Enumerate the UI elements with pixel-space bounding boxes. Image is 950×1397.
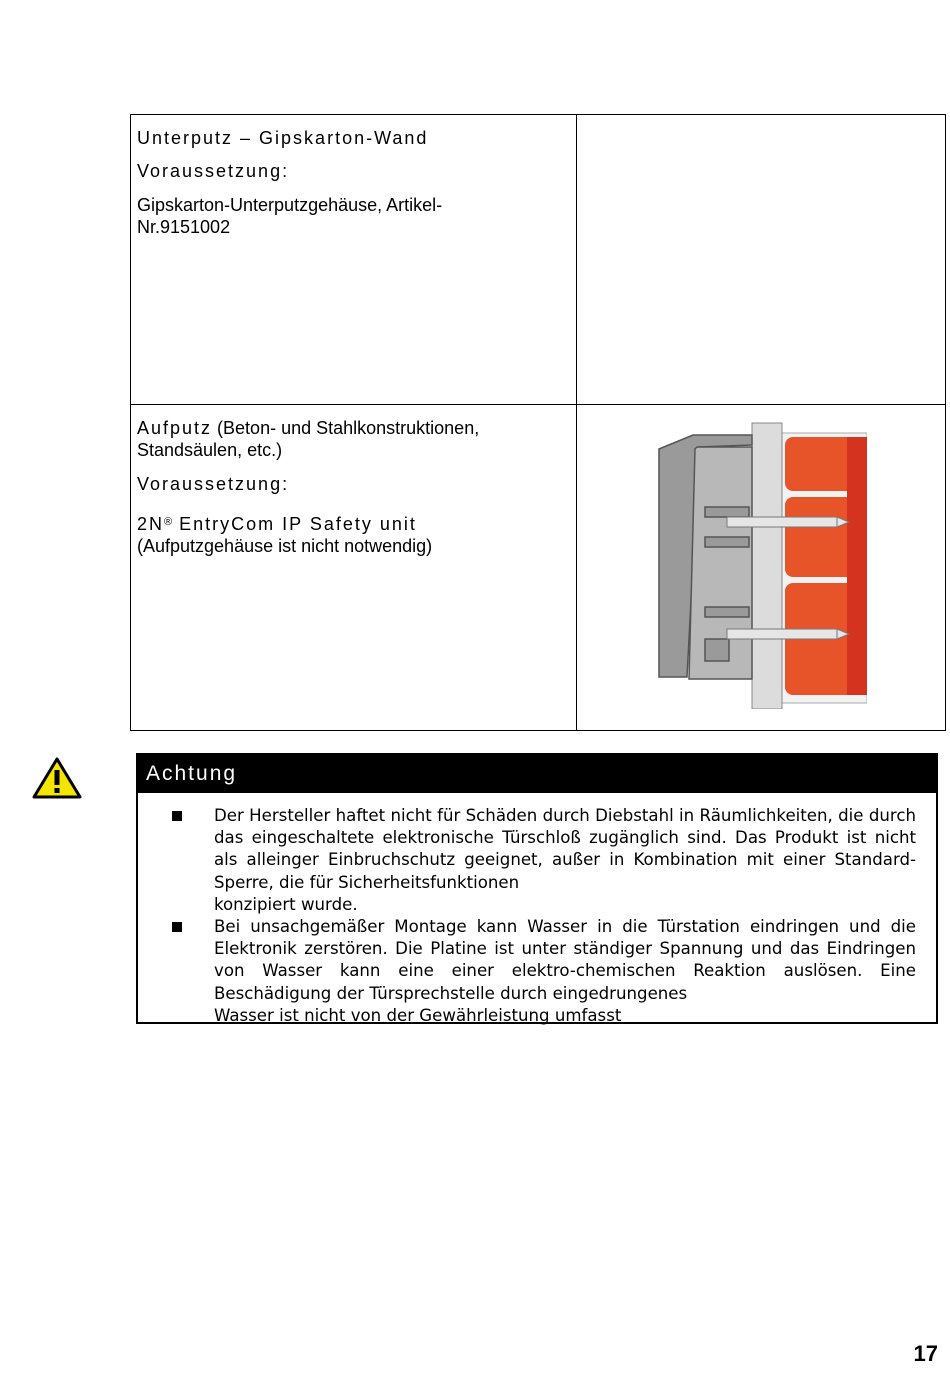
warning-heading: Achtung <box>138 755 936 793</box>
mounting-options-table <box>130 114 946 731</box>
square-bullet-icon <box>172 922 182 932</box>
square-bullet-icon <box>172 811 182 821</box>
page-number: 17 <box>913 1341 938 1366</box>
flush-mount-requirement-line1: Gipskarton-Unterputzgehäuse, Artikel- <box>137 195 443 215</box>
surface-mount-note: (Aufputzgehäuse ist nicht notwendig) <box>137 536 433 556</box>
flush-mount-figure-cell <box>577 115 946 405</box>
screw-lower <box>727 629 849 639</box>
flush-mount-title: Unterputz – Gipskarton-Wand <box>137 128 429 148</box>
warning-item-1-body: Der Hersteller haftet nicht für Schäden durch Diebstahl in Räumlichkeiten, die durch das eingeschaltete elektronische Türschloß zugänglich sind. Das Produkt ist nicht als alleinger Einbruchschutz geeignet, außer in Kombination mit einer Standard-Sperre, die für Sicherheitsfunktionen <box>214 806 916 892</box>
surface-mount-title-word: Aufputz <box>137 418 213 438</box>
warning-item-2-last: Wasser ist nicht von der Gewährleistung umfasst <box>214 1005 622 1025</box>
registered-mark: ® <box>164 516 173 528</box>
list-item <box>214 805 916 916</box>
warning-box <box>136 753 938 1024</box>
plaster-layer <box>752 423 782 709</box>
product-prefix: 2N <box>137 514 165 534</box>
warning-item-1-last: konzipiert wurde. <box>214 894 358 914</box>
surface-mount-diagram <box>657 417 867 709</box>
product-name: EntryCom IP Safety unit <box>172 514 417 534</box>
housing-profile <box>659 435 752 679</box>
flush-mount-requirement-label: Voraussetzung: <box>137 161 290 181</box>
flush-mount-requirement-line2: Nr.9151002 <box>137 217 231 237</box>
list-item <box>214 916 916 1027</box>
surface-mount-title-rest: (Beton- und Stahlkonstruktionen, <box>212 418 480 438</box>
warning-list <box>138 793 936 1027</box>
surface-mount-requirement-label: Voraussetzung: <box>137 474 290 494</box>
warning-item-2-body: Bei unsachgemäßer Montage kann Wasser in die Türstation eindringen und die Elektronik zerstören. Die Platine ist unter ständiger Spannung und das Eindringen von Wasser kann eine einer elektro-chemischen Reaktion auslösen. Eine Beschädigung der Türsprechstelle durch eingedrungenes <box>214 917 916 1003</box>
surface-mount-figure-cell <box>577 405 946 731</box>
surface-mount-text-cell <box>131 405 577 731</box>
surface-mount-row <box>131 405 946 731</box>
screw-upper <box>727 517 849 527</box>
brick-wall <box>785 437 867 695</box>
warning-triangle-icon <box>31 756 83 800</box>
flush-mount-row <box>131 115 946 405</box>
flush-mount-text-cell <box>131 115 577 405</box>
surface-mount-title-line2: Standsäulen, etc.) <box>137 440 283 460</box>
